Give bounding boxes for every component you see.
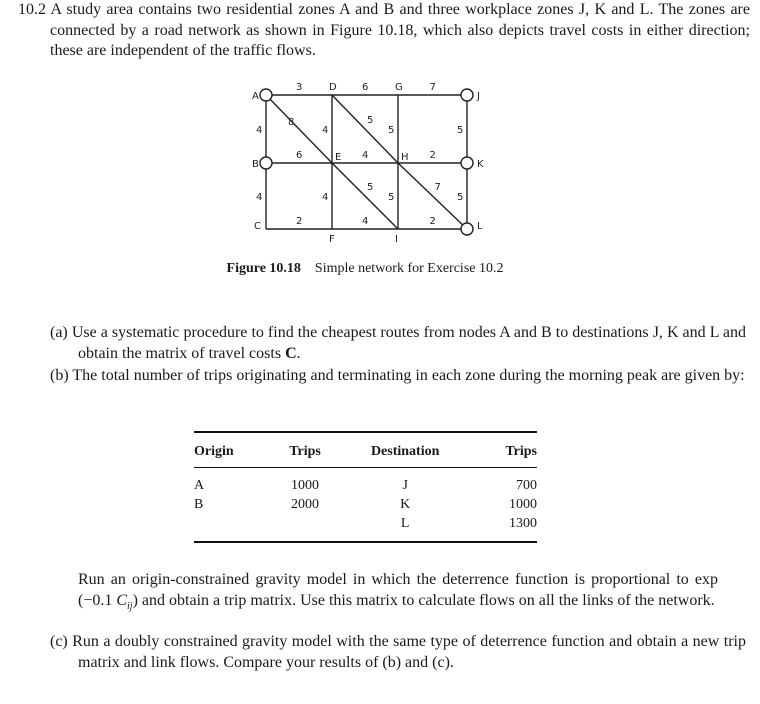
- link-cost-label: 5: [388, 125, 395, 136]
- trips-table: [194, 431, 537, 543]
- node-label-L: L: [477, 221, 483, 232]
- link-cost-label: 6: [296, 150, 303, 161]
- zone-node-J: [461, 89, 473, 101]
- link-cost-label: 3: [296, 82, 303, 93]
- part-c-label: (c): [50, 633, 68, 650]
- figure-caption-text: Simple network for Exercise 10.2: [314, 261, 504, 276]
- cell-destination: L: [400, 515, 410, 531]
- network-figure: [230, 80, 520, 250]
- node-label-C: C: [254, 221, 261, 232]
- link-cost-label: 5: [388, 192, 395, 203]
- header-origin-trips: Trips: [273, 432, 336, 468]
- node-label-J: J: [477, 91, 480, 102]
- node-label-A: A: [252, 91, 259, 102]
- table-row: [194, 495, 537, 514]
- node-label-K: K: [477, 159, 484, 170]
- link-cost-label: 5: [457, 125, 464, 136]
- link-cost-label: 7: [434, 182, 441, 193]
- header-destination: Destination: [337, 432, 474, 468]
- node-label-E: E: [335, 152, 342, 163]
- part-a: [50, 323, 746, 364]
- table-row: [194, 468, 537, 496]
- cell-destination-trips: 700: [516, 477, 537, 493]
- link-cost-label: 8: [288, 117, 295, 128]
- link-cost-label: 6: [362, 82, 369, 93]
- part-b-cont-text-2: ) and obtain a trip matrix. Use this matrix to calculate flows on all the links of the network.: [132, 591, 715, 609]
- cell-origin: A: [194, 477, 205, 493]
- cost-matrix-symbol: C: [285, 344, 297, 362]
- node-label-H: H: [401, 152, 409, 163]
- cost-variable: C: [116, 591, 128, 609]
- figure-caption: [0, 261, 730, 277]
- table-row: [194, 514, 537, 542]
- node-label-I: I: [395, 234, 398, 245]
- link-cost-label: 4: [256, 192, 263, 203]
- link-cost-label: 2: [429, 216, 436, 227]
- link-cost-label: 4: [322, 125, 329, 136]
- link-cost-label: 2: [296, 216, 303, 227]
- zone-node-K: [461, 157, 473, 169]
- part-a-text: Use a systematic procedure to find the cheapest routes from nodes A and B to destinations J, K and L and obtain the matrix of travel costs: [71, 324, 747, 362]
- part-c-text: Run a doubly constrained gravity model with the same type of deterrence function and obtain a new trip matrix and link flows. Compare your results of (b) and (c).: [72, 633, 747, 671]
- part-b-cont-text-1: Run an origin-constrained gravity model in which the deterrence function is proportional to exp (−0.1: [78, 571, 718, 609]
- part-b-label: (b): [50, 367, 69, 384]
- cell-destination: J: [402, 477, 408, 493]
- part-a-label: (a): [50, 324, 68, 341]
- link-cost-label: 5: [367, 115, 374, 126]
- cell-destination: K: [400, 496, 411, 512]
- link-cost-label: 4: [256, 125, 263, 136]
- cell-origin: B: [194, 496, 204, 512]
- link-cost-label: 7: [429, 82, 436, 93]
- table-header: [194, 432, 537, 468]
- link-cost-label: 4: [362, 216, 369, 227]
- link-cost-label: 4: [322, 192, 329, 203]
- part-b-continued: [78, 570, 718, 617]
- part-b-text: The total number of trips originating and terminating in each zone during the morning peak are given by:: [72, 367, 745, 384]
- zone-node-B: [260, 157, 272, 169]
- node-label-B: B: [252, 159, 259, 170]
- cell-origin-trips: 1000: [291, 477, 320, 493]
- part-a-end: .: [296, 344, 301, 362]
- link-cost-label: 4: [362, 150, 369, 161]
- zone-node-L: [461, 223, 473, 235]
- header-origin: Origin: [194, 432, 273, 468]
- cell-origin: [194, 514, 273, 542]
- zone-node-A: [260, 89, 272, 101]
- exercise-number: 10.2: [18, 1, 46, 18]
- part-c: [50, 632, 746, 673]
- link-cost-label: 5: [457, 192, 464, 203]
- cell-origin-trips: [273, 514, 336, 542]
- node-label-D: D: [329, 82, 337, 93]
- node-label-G: G: [395, 82, 403, 93]
- intro-text: A study area contains two residential zones A and B and three workplace zones J, K and L. The zones are connected by a road network as shown in Figure 10.18, which also depicts travel costs in either direction; these are independent of the traffic flows.: [50, 1, 750, 59]
- cell-origin-trips: 2000: [291, 496, 320, 512]
- link-cost-label: 2: [429, 150, 436, 161]
- link-cost-label: 5: [367, 182, 374, 193]
- cell-destination-trips: 1000: [509, 496, 537, 512]
- cell-destination-trips: 1300: [509, 515, 537, 531]
- figure-label: Figure 10.18: [226, 261, 301, 276]
- part-b: [50, 366, 746, 387]
- cost-subscript: ij: [127, 600, 133, 612]
- exercise-intro: [18, 0, 750, 62]
- header-destination-trips: Trips: [474, 432, 537, 468]
- node-label-F: F: [329, 234, 335, 245]
